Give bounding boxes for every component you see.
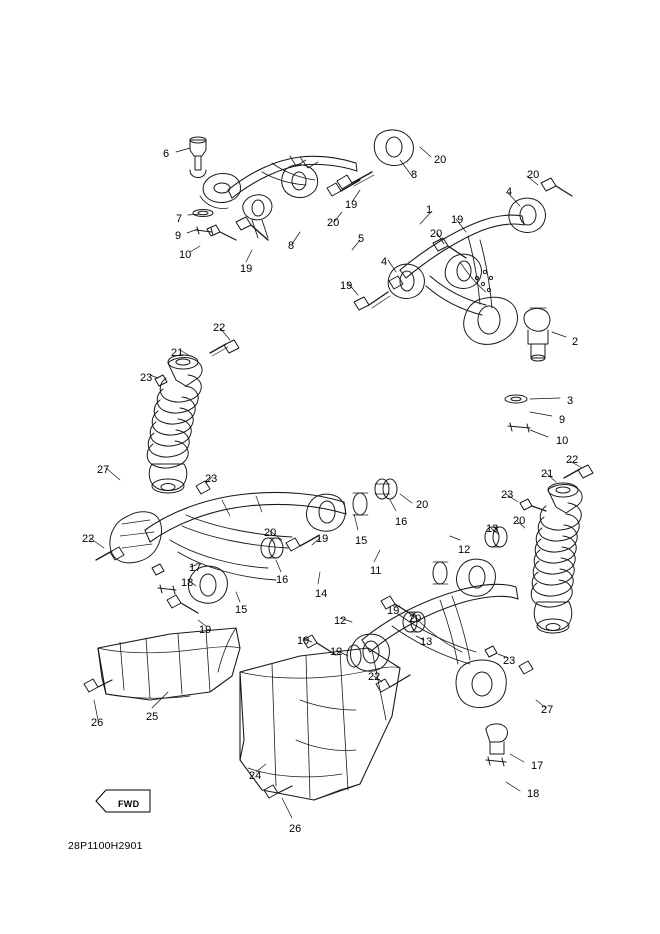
left-a-arm-guard [84, 628, 240, 700]
callout-number: 22 [566, 454, 579, 466]
upper-right-fasteners [354, 178, 572, 310]
callout-number: 20 [416, 499, 429, 511]
leader-lines [90, 147, 582, 818]
front-left-shock [147, 340, 239, 494]
callout-number: 27 [97, 464, 110, 476]
callout-number: 26 [91, 717, 104, 729]
callout-number: 21 [541, 468, 554, 480]
part-number-label: 28P1100H2901 [68, 840, 143, 852]
callout-number: 19 [240, 263, 253, 275]
callout-number: 19 [387, 605, 400, 617]
callout-number: 2 [572, 336, 579, 348]
callout-number: 21 [171, 347, 184, 359]
callout-number: 13 [420, 636, 433, 648]
callout-number: 10 [179, 249, 192, 261]
callout-number: 12 [330, 646, 343, 658]
callout-number: 12 [458, 544, 471, 556]
callout-number: 20 [430, 228, 443, 240]
callout-number: 9 [559, 414, 566, 426]
callout-number: 19 [297, 635, 310, 647]
callout-number: 22 [213, 322, 226, 334]
callout-number: 18 [181, 577, 194, 589]
callout-number: 20 [264, 527, 277, 539]
callout-number: 10 [556, 435, 569, 447]
callout-number: 18 [527, 788, 540, 800]
callout-number: 25 [146, 711, 159, 723]
callout-number: 19 [199, 624, 212, 636]
callout-number: 9 [175, 230, 182, 242]
callout-number: 26 [289, 823, 302, 835]
callout-number: 6 [163, 148, 170, 160]
callout-number: 4 [381, 256, 388, 268]
callout-number: 8 [288, 240, 295, 252]
callout-number: 20 [513, 515, 526, 527]
callout-number: 27 [541, 704, 554, 716]
callout-number: 23 [503, 655, 516, 667]
callout-number: 5 [358, 233, 365, 245]
callout-number: 17 [189, 562, 202, 574]
callout-number: 19 [345, 199, 358, 211]
fwd-label: FWD [118, 799, 140, 809]
callout-number: 13 [486, 523, 499, 535]
callout-number: 16 [395, 516, 408, 528]
callout-number: 3 [567, 395, 574, 407]
callout-number: 22 [82, 533, 95, 545]
callout-number: 20 [527, 169, 540, 181]
callout-number: 22 [368, 671, 381, 683]
callout-number: 19 [451, 214, 464, 226]
callout-number: 14 [315, 588, 328, 600]
callout-number: 23 [501, 489, 514, 501]
callout-number: 20 [327, 217, 340, 229]
callout-number: 17 [531, 760, 544, 772]
callout-number: 20 [409, 613, 422, 625]
callout-number: 23 [140, 372, 153, 384]
callout-number: 19 [340, 280, 353, 292]
lower-left-a-arm [96, 479, 397, 613]
upper-right-a-arm [388, 198, 550, 432]
callout-number: 4 [506, 186, 513, 198]
callout-number: 12 [334, 615, 347, 627]
callout-number: 8 [411, 169, 418, 181]
callout-number: 16 [276, 574, 289, 586]
callout-number: 15 [355, 535, 368, 547]
callout-number: 7 [176, 213, 183, 225]
callout-number: 1 [426, 204, 433, 216]
callout-number: 23 [205, 473, 218, 485]
callout-number: 20 [434, 154, 447, 166]
callout-number: 15 [235, 604, 248, 616]
callout-number: 11 [370, 565, 382, 577]
front-right-shock [519, 465, 593, 674]
callout-number: 24 [249, 770, 262, 782]
upper-left-a-arm [200, 130, 413, 238]
callout-number: 19 [316, 533, 329, 545]
upper-left-fasteners [190, 137, 374, 240]
